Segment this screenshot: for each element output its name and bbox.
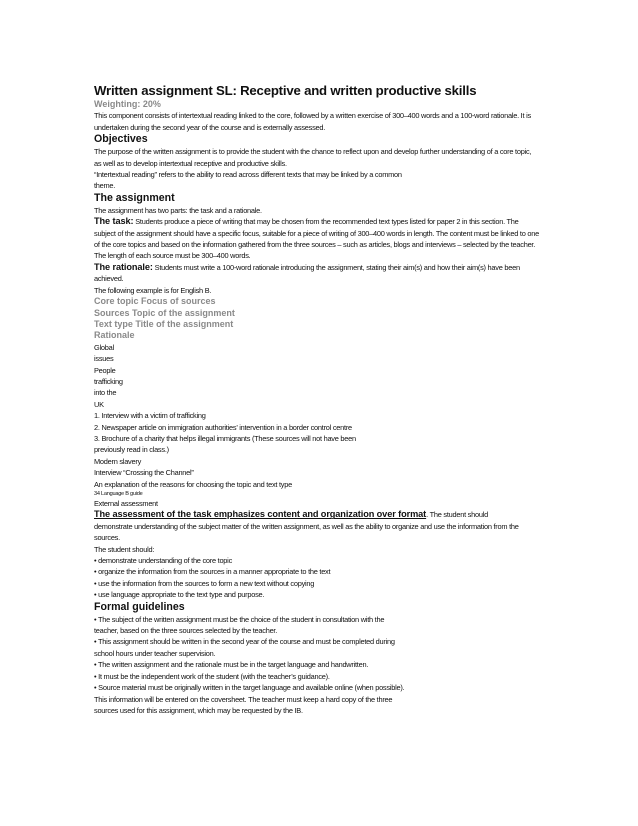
formal-line: This information will be entered on the coversheet. The teacher must keep a hard copy of the three [94,694,393,704]
assignment-text [94,205,549,296]
example-header: Core topic Focus of sources [94,296,216,307]
assessment-line: The student should: [94,544,155,554]
formal-guidelines-text [94,614,549,717]
task-label: The task: [94,216,134,227]
example-row: into the [94,388,117,398]
intro-line: undertaken during the second year of the course and is externally assessed. [94,122,326,132]
example-row: UK [94,399,104,409]
assessment-bullet: • demonstrate understanding of the core topic [94,556,233,566]
task-text: Students produce a piece of writing that may be chosen from the recommended text types listed for paper 2 in this section. The [133,217,519,227]
example-row: trafficking [94,376,123,386]
example-row: 1. Interview with a victim of trafficking [94,411,206,421]
example-row: issues [94,354,114,364]
formal-guidelines-heading: Formal guidelines [94,600,185,613]
example-row: 3. Brochure of a charity that helps illegal immigrants (These sources will not have been [94,433,356,443]
task-line [94,216,549,227]
assessment-line: sources. [94,533,120,543]
rationale-line [94,262,549,273]
formal-line: school hours under teacher supervision. [94,648,216,658]
example-header: Sources Topic of the assignment [94,307,235,318]
objectives-heading: Objectives [94,133,148,146]
rationale-text: Students must write a 100-word rationale introducing the assignment, stating their aim(s) and how their aim(s) have been [152,262,520,272]
assessment-bullet: • use language appropriate to the text type and purpose. [94,590,265,600]
objectives-line: The purpose of the written assignment is to provide the student with the chance to reflect upon and develop further understanding of a core topic, [94,147,532,157]
formal-line: • It must be the independent work of the student (with the teacher’s guidance). [94,671,330,681]
intro-line: This component consists of intertextual reading linked to the core, followed by a written exercise of 300–400 words and a 100-word rationale. It is [94,111,531,121]
rationale-line: The following example is for English B. [94,285,212,295]
example-row: Global [94,342,114,352]
task-line: subject of the assignment should have a specific focus, suitable for a piece of writing of 300–400 words in length. The content must be linked to one [94,228,539,238]
example-row: 2. Newspaper article on immigration authorities’ intervention in a border control centre [94,422,352,432]
task-line: The length of each source must be 300–400 words. [94,251,251,261]
objectives-line: as well as to develop intertextual receptive and productive skills. [94,158,287,168]
assessment-bullet: • organize the information from the sources in a manner appropriate to the text [94,567,331,577]
example-row: Modern slavery [94,456,142,466]
document-page [94,82,549,716]
formal-line: teacher, based on the three sources selected by the teacher. [94,626,278,636]
task-line: of the core topics and based on the information gathered from the three sources – such as articles, blogs and interviews – selected by the teacher. [94,240,536,250]
formal-line: • Source material must be originally written in the target language and available online (when possible). [94,683,405,693]
assignment-heading: The assignment [94,191,175,204]
intro-text [94,110,549,133]
example-rows [94,342,549,490]
formal-line: sources used for this assignment, which may be requested by the IB. [94,705,303,715]
example-row: Interview “Crossing the Channel” [94,468,194,478]
rationale-line: achieved. [94,274,124,284]
formal-line: • This assignment should be written in the second year of the course and must be completed during [94,637,395,647]
assessment-line: demonstrate understanding of the subject matter of the written assignment, as well as the ability to organize and use the information from the [94,521,519,531]
objectives-line: theme. [94,181,116,191]
assessment-text [94,498,549,601]
objectives-line: “Intertextual reading” refers to the ability to read across different texts that may be linked by a common [94,170,402,180]
weighting-label: Weighting: 20% [94,99,161,109]
assessment-emphasis: The assessment of the task emphasizes content and organization over format [94,509,427,520]
objectives-text [94,146,549,192]
assessment-emphasis-tail: . The student should [426,510,488,520]
assessment-emphasis-line [94,509,549,520]
example-row: previously read in class.) [94,445,169,455]
example-row: People [94,365,116,375]
example-header: Text type Title of the assignment [94,318,234,329]
page-footer: 34 Language B guide [94,491,143,497]
assessment-line: External assessment [94,499,158,508]
formal-line: • The written assignment and the rationale must be in the target language and handwritten. [94,660,369,670]
example-header: Rationale [94,330,135,341]
assignment-line: The assignment has two parts: the task and a rationale. [94,205,262,215]
rationale-label: The rationale: [94,261,153,272]
formal-line: • The subject of the written assignment must be the choice of the student in consultation with the [94,614,385,624]
page-title: Written assignment SL: Receptive and written productive skills [94,83,477,98]
assessment-bullet: • use the information from the sources to form a new text without copying [94,578,315,588]
example-row: An explanation of the reasons for choosing the topic and text type [94,479,292,489]
